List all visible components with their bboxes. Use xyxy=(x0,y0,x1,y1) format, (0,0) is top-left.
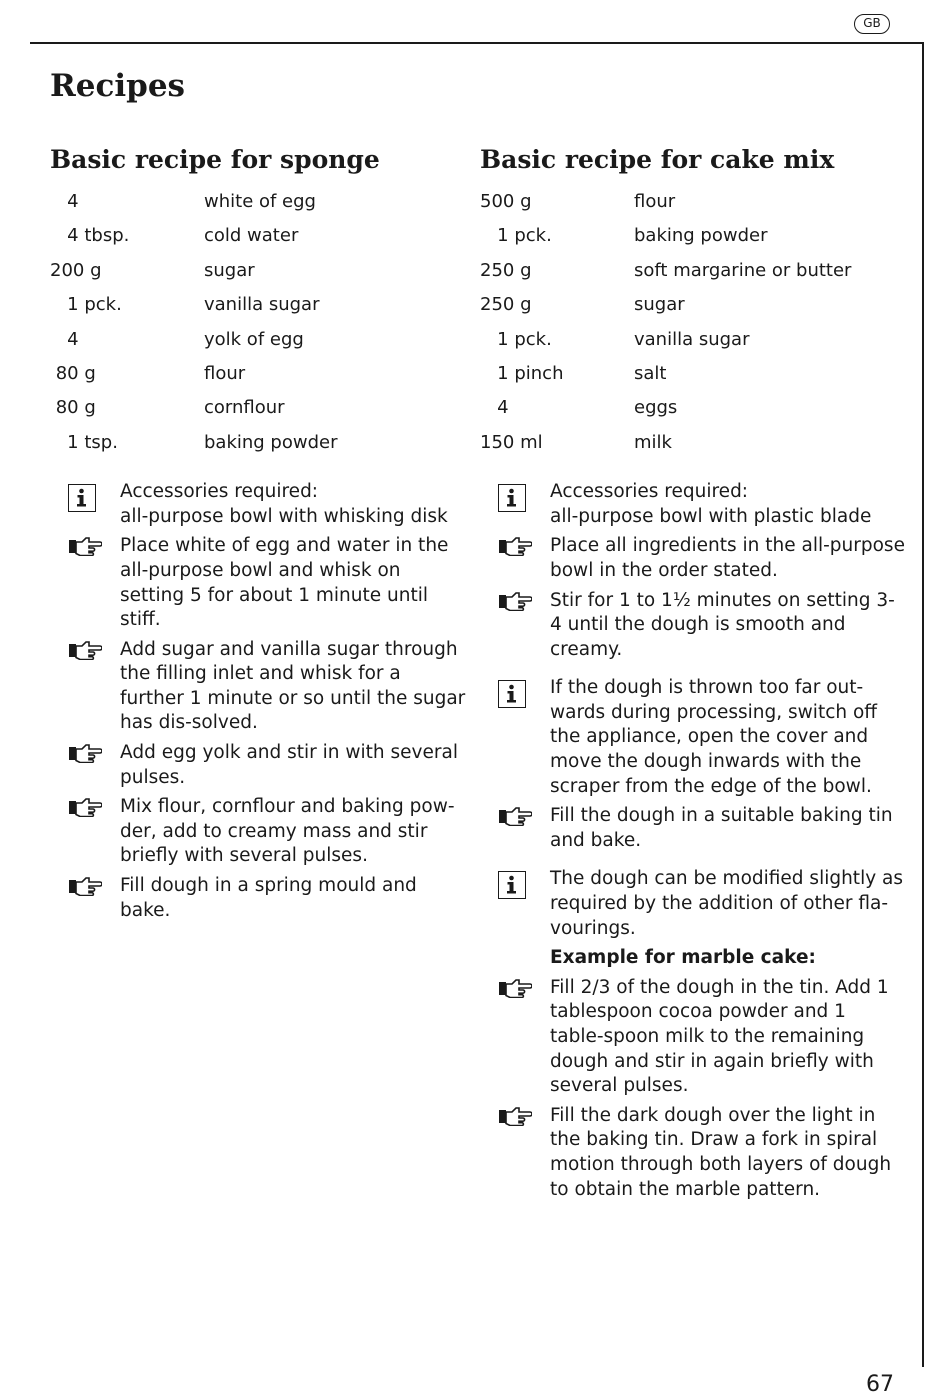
side-rule xyxy=(922,42,924,1367)
pointing-hand-icon xyxy=(498,978,532,998)
sponge-ingredient-list xyxy=(50,185,470,460)
ingredient-qty: 80 g xyxy=(50,397,96,419)
instruction-step xyxy=(50,795,470,869)
info-icon xyxy=(68,484,96,512)
top-rule xyxy=(30,42,924,44)
ingredient-name: salt xyxy=(634,362,667,384)
ingredient-qty: 4 xyxy=(50,328,79,350)
instruction-step xyxy=(480,804,905,853)
marble-cake-subheading: Example for marble cake: xyxy=(550,947,816,969)
ingredient-row xyxy=(50,391,470,425)
sponge-title: Basic recipe for sponge xyxy=(50,145,380,174)
instruction-step xyxy=(50,638,470,736)
step-text: Stir for 1 to 1½ minutes on setting 3-4 until the dough is smooth and creamy. xyxy=(550,589,895,660)
ingredient-qty: 250 g xyxy=(480,259,532,281)
ingredient-qty: 4 tbsp. xyxy=(50,225,130,247)
ingredient-qty: 4 xyxy=(50,191,79,212)
ingredient-row xyxy=(50,185,470,219)
pointing-hand-icon xyxy=(68,743,102,763)
instruction-step xyxy=(50,534,470,632)
sponge-recipe xyxy=(50,143,470,928)
ingredient-row xyxy=(50,288,470,322)
ingredient-qty: 4 xyxy=(480,397,509,419)
ingredient-name: cold water xyxy=(204,225,299,247)
ingredient-qty: 80 g xyxy=(50,362,96,384)
ingredient-name: milk xyxy=(634,431,672,453)
instruction-step xyxy=(480,976,905,1099)
ingredient-row xyxy=(480,288,905,322)
pointing-hand-icon xyxy=(498,806,532,826)
step-text: Mix flour, cornflour and baking pow-der, add to creamy mass and stir briefly with several pulses. xyxy=(120,796,455,867)
step-text: The dough can be modified slightly as required by the addition of other fla-vourings. xyxy=(550,868,904,939)
pointing-hand-icon xyxy=(68,536,102,556)
ingredient-name: soft margarine or butter xyxy=(634,259,852,281)
page-number: 67 xyxy=(866,1372,894,1397)
ingredient-name: yolk of egg xyxy=(204,328,304,350)
info-note xyxy=(50,480,470,529)
instruction-step xyxy=(480,589,905,663)
info-icon xyxy=(498,871,526,899)
ingredient-row xyxy=(50,323,470,357)
ingredient-name: vanilla sugar xyxy=(634,328,750,350)
pointing-hand-icon xyxy=(68,797,102,817)
ingredient-row xyxy=(480,391,905,425)
cake-mix-title: Basic recipe for cake mix xyxy=(480,145,835,174)
ingredient-row xyxy=(50,219,470,253)
step-text: Place white of egg and water in the all-purpose bowl and whisk on setting 5 for about 1 minute until stiff. xyxy=(120,535,449,631)
language-badge: GB xyxy=(854,14,890,34)
info-note xyxy=(480,676,905,799)
step-text: Accessories required: all-purpose bowl with whisking disk xyxy=(120,481,448,527)
ingredient-name: flour xyxy=(634,191,676,212)
instruction-step xyxy=(480,1104,905,1202)
ingredient-qty: 1 pck. xyxy=(480,328,552,350)
pointing-hand-icon xyxy=(498,1106,532,1126)
step-text: Place all ingredients in the all-purpose bowl in the order stated. xyxy=(550,535,905,581)
ingredient-row xyxy=(480,357,905,391)
ingredient-name: baking powder xyxy=(634,225,768,247)
ingredient-name: white of egg xyxy=(204,191,316,212)
ingredient-qty: 150 ml xyxy=(480,431,543,453)
ingredient-row xyxy=(480,219,905,253)
ingredient-name: cornflour xyxy=(204,397,285,419)
ingredient-row xyxy=(480,185,905,219)
ingredient-row xyxy=(480,254,905,288)
ingredient-qty: 500 g xyxy=(480,191,532,212)
sponge-steps xyxy=(50,480,470,923)
step-text: Fill 2/3 of the dough in the tin. Add 1 tablespoon cocoa powder and 1 table-spoon milk to the remaining dough and stir in again briefly with several pulses. xyxy=(550,976,889,1097)
info-icon xyxy=(498,680,526,708)
cake-mix-recipe xyxy=(480,143,905,1207)
ingredient-row xyxy=(50,357,470,391)
instruction-step xyxy=(480,534,905,583)
step-text: Fill the dark dough over the light in the baking tin. Draw a fork in spiral motion through both layers of dough to obtain the marble pattern. xyxy=(550,1104,892,1200)
step-text: Add egg yolk and stir in with several pulses. xyxy=(120,742,458,788)
info-note xyxy=(480,480,905,529)
ingredient-name: sugar xyxy=(204,259,255,281)
step-text: Fill the dough in a suitable baking tin and bake. xyxy=(550,805,893,851)
ingredient-qty: 1 pinch xyxy=(480,362,564,384)
pointing-hand-icon xyxy=(498,536,532,556)
ingredient-qty: 200 g xyxy=(50,259,102,281)
ingredient-name: baking powder xyxy=(204,431,338,453)
ingredient-qty: 1 pck. xyxy=(480,225,552,247)
ingredient-row xyxy=(480,426,905,460)
instruction-step xyxy=(50,874,470,923)
ingredient-qty: 250 g xyxy=(480,294,532,316)
instruction-step xyxy=(50,741,470,790)
ingredient-name: eggs xyxy=(634,397,678,419)
cake-mix-steps xyxy=(480,480,905,1202)
ingredient-name: sugar xyxy=(634,294,685,316)
info-note xyxy=(480,867,905,970)
info-icon xyxy=(498,484,526,512)
ingredient-row xyxy=(50,254,470,288)
ingredient-qty: 1 tsp. xyxy=(50,431,118,453)
step-text: Fill dough in a spring mould and bake. xyxy=(120,875,417,921)
step-text: If the dough is thrown too far out-wards during processing, switch off the appliance, open the cover and move the dough inwards with the scraper from the edge of the bowl. xyxy=(550,677,878,797)
pointing-hand-icon xyxy=(68,876,102,896)
ingredient-name: vanilla sugar xyxy=(204,294,320,316)
page-title: Recipes xyxy=(50,68,185,104)
pointing-hand-icon xyxy=(68,640,102,660)
ingredient-qty: 1 pck. xyxy=(50,294,122,316)
ingredient-row xyxy=(480,323,905,357)
ingredient-name: flour xyxy=(204,362,246,384)
ingredient-row xyxy=(50,426,470,460)
step-text: Add sugar and vanilla sugar through the filling inlet and whisk for a further 1 minute or so until the sugar has dis-solved. xyxy=(120,638,466,734)
pointing-hand-icon xyxy=(498,591,532,611)
step-text: Accessories required: all-purpose bowl with plastic blade xyxy=(550,481,872,527)
cake-mix-ingredient-list xyxy=(480,185,905,460)
